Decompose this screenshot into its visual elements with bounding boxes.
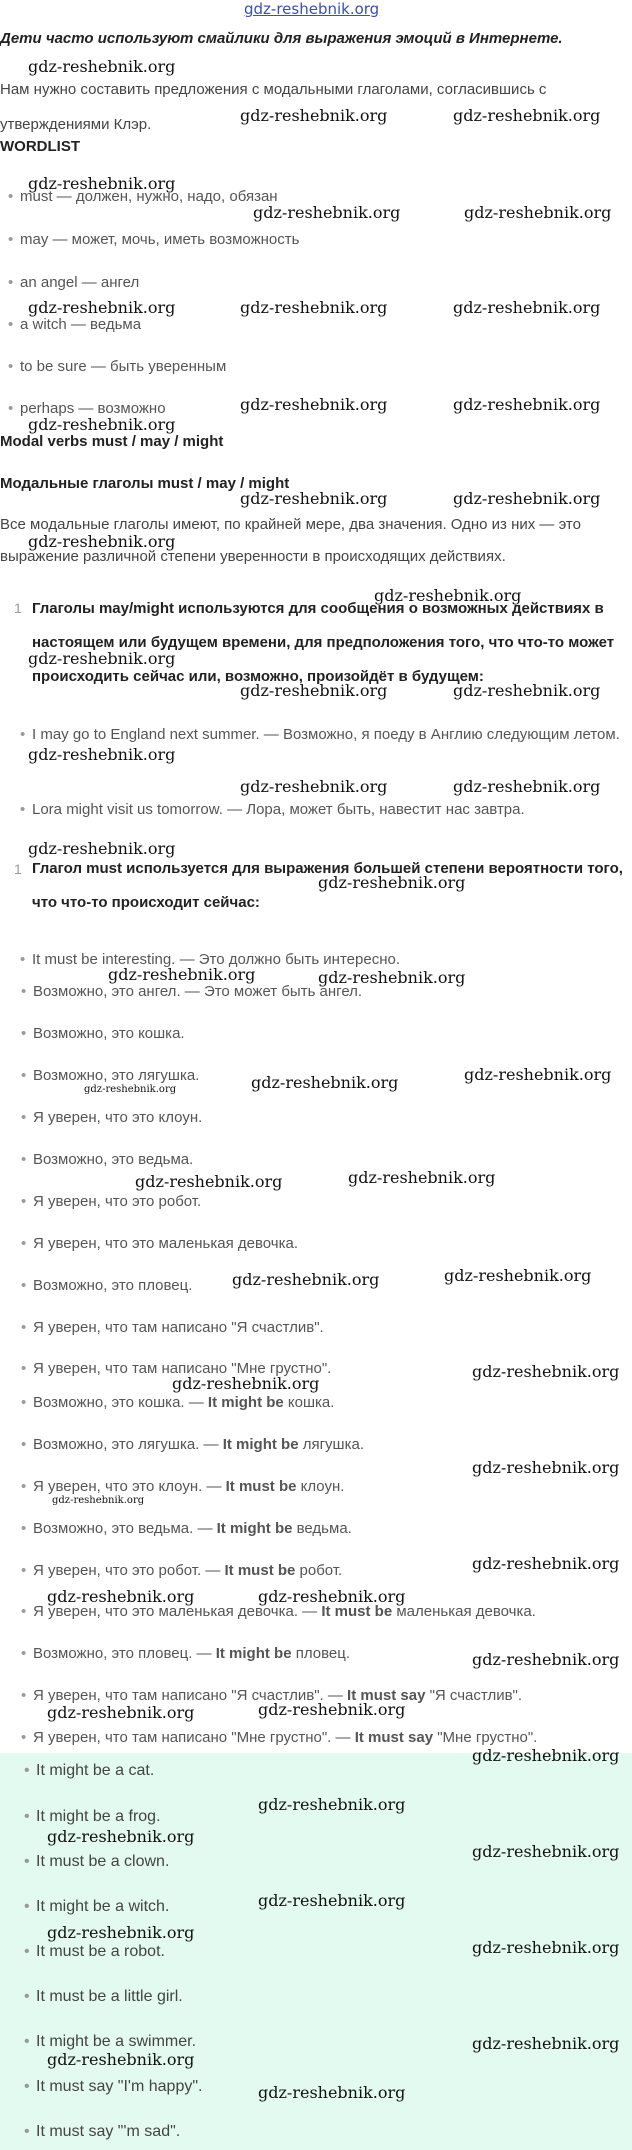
statement-item: • Возможно, это ведьма. — [33, 1151, 193, 1168]
watermark: gdz-reshebnik.org — [135, 1172, 283, 1191]
answer-ru-item: • Возможно, это кошка. — It might be кошка. — [33, 1394, 334, 1411]
watermark: gdz-reshebnik.org — [464, 203, 612, 222]
rule-example: • It must be interesting. — Это должно быть интересно. — [32, 948, 630, 972]
theory-title: Modal verbs must / may / might — [0, 433, 224, 450]
watermark: gdz-reshebnik.org — [318, 873, 466, 892]
watermark: gdz-reshebnik.org — [28, 298, 176, 317]
site-link[interactable]: gdz-reshebnik.org — [244, 0, 380, 18]
statement-item: • Возможно, это пловец. — [33, 1277, 192, 1294]
watermark: gdz-reshebnik.org — [472, 1554, 620, 1573]
watermark: gdz-reshebnik.org — [28, 532, 176, 551]
watermark: gdz-reshebnik.org — [253, 203, 401, 222]
answer-ru-item: • Я уверен, что это робот. — It must be робот. — [33, 1562, 342, 1579]
watermark: gdz-reshebnik.org — [28, 174, 176, 193]
statement-item: • Возможно, это кошка. — [33, 1025, 185, 1042]
task-text: Нам нужно составить предложения с модальными глаголами, согласившись с утверждениями Клэр. — [0, 81, 547, 133]
watermark: gdz-reshebnik.org — [472, 1650, 620, 1669]
statement-item: • Я уверен, что это клоун. — [33, 1109, 202, 1126]
statement-item: • Возможно, это лягушка. — [33, 1067, 199, 1084]
wordlist-item: • must — должен, нужно, надо, обязан — [20, 188, 278, 205]
watermark: gdz-reshebnik.org — [240, 395, 388, 414]
watermark: gdz-reshebnik.org — [472, 1458, 620, 1477]
wordlist-item: • a witch — ведьма — [20, 316, 141, 333]
wordlist-item: • may — может, мочь, иметь возможность — [20, 231, 299, 248]
watermark: gdz-reshebnik.org — [258, 1795, 406, 1814]
watermark: gdz-reshebnik.org — [28, 745, 176, 764]
watermark: gdz-reshebnik.org — [240, 106, 388, 125]
watermark: gdz-reshebnik.org — [258, 2083, 406, 2102]
wordlist-item: • to be sure — быть уверенным — [20, 358, 226, 375]
watermark: gdz-reshebnik.org — [453, 395, 601, 414]
answer-en-item: • It might be a cat. — [36, 1762, 154, 1780]
watermark: gdz-reshebnik.org — [472, 2034, 620, 2053]
watermark: gdz-reshebnik.org — [240, 298, 388, 317]
watermark: gdz-reshebnik.org — [47, 1703, 195, 1722]
watermark: gdz-reshebnik.org — [172, 1374, 320, 1393]
watermark: gdz-reshebnik.org — [240, 489, 388, 508]
wordlist-item: • an angel — ангел — [20, 274, 139, 291]
watermark: gdz-reshebnik.org — [258, 1891, 406, 1910]
rule-example: • I may go to England next summer. — Возможно, я поеду в Англию следующим летом. — [32, 723, 630, 747]
statement-item: • Я уверен, что там написано "Я счастлив". — [33, 1319, 324, 1336]
answer-ru-item: • Возможно, это ведьма. — It might be ведьма. — [33, 1520, 352, 1537]
answer-en-item: • It might be a swimmer. — [36, 2033, 196, 2051]
watermark: gdz-reshebnik.org — [453, 777, 601, 796]
rule-text: Глаголы may/might используются для сообщения о возможных действиях в настоящем или будущем времени, для предположения того, что что-то может происходить сейчас или, возможно, произойдёт в будущем: — [32, 600, 615, 685]
watermark: gdz-reshebnik.org — [464, 1065, 612, 1084]
watermark: gdz-reshebnik.org — [472, 1842, 620, 1861]
watermark: gdz-reshebnik.org — [453, 489, 601, 508]
answer-en-item: • It must be a little girl. — [36, 1988, 183, 2006]
watermark: gdz-reshebnik.org — [28, 839, 176, 858]
watermark: gdz-reshebnik.org — [47, 2050, 195, 2069]
watermark: gdz-reshebnik.org — [258, 1587, 406, 1606]
answer-en-item: • It might be a witch. — [36, 1898, 169, 1916]
statement-item: • Я уверен, что это маленькая девочка. — [33, 1235, 298, 1252]
answer-ru-item: • Возможно, это лягушка. — It might be лягушка. — [33, 1436, 364, 1453]
answer-ru-item: • Возможно, это пловец. — It might be пловец. — [33, 1645, 350, 1662]
answer-en-item: • It must say "I'm happy". — [36, 2078, 202, 2096]
rule-text: Глагол must используется для выражения большей степени вероятности того, что что-то происходит сейчас: — [32, 860, 623, 911]
rule-number: 1 — [14, 600, 22, 616]
watermark: gdz-reshebnik.org — [240, 681, 388, 700]
statement-item: • Возможно, это ангел. — Это может быть ангел. — [33, 983, 362, 1000]
answer-ru-item: • Я уверен, что это маленькая девочка. — It must be маленькая девочка. — [33, 1603, 536, 1620]
watermark: gdz-reshebnik.org — [453, 298, 601, 317]
watermark: gdz-reshebnik.org — [232, 1270, 380, 1289]
watermark: gdz-reshebnik.org — [84, 1084, 177, 1095]
watermark: gdz-reshebnik.org — [108, 965, 256, 984]
watermark: gdz-reshebnik.org — [472, 1362, 620, 1381]
watermark: gdz-reshebnik.org — [47, 1587, 195, 1606]
watermark: gdz-reshebnik.org — [28, 57, 176, 76]
watermark: gdz-reshebnik.org — [28, 649, 176, 668]
watermark: gdz-reshebnik.org — [318, 968, 466, 987]
watermark: gdz-reshebnik.org — [374, 586, 522, 605]
theory-intro: Все модальные глаголы имеют, по крайней мере, два значения. Одно из них — это выражение различной степени уверенности в происходящих действиях. — [0, 516, 581, 565]
watermark: gdz-reshebnik.org — [453, 681, 601, 700]
answer-en-item: • It must say "'m sad". — [36, 2123, 180, 2141]
rule-example: • Lora might visit us tomorrow. — Лора, может быть, навестит нас завтра. — [32, 798, 630, 822]
answer-en-item: • It must be a clown. — [36, 1853, 169, 1871]
watermark: gdz-reshebnik.org — [52, 1495, 145, 1506]
statement-item: • Я уверен, что там написано "Мне грустно". — [33, 1360, 331, 1377]
answer-en-item: • It might be a frog. — [36, 1808, 161, 1826]
watermark: gdz-reshebnik.org — [28, 415, 176, 434]
answer-ru-item: • Я уверен, что это клоун. — It must be клоун. — [33, 1478, 344, 1495]
wordlist-item: • perhaps — возможно — [20, 400, 166, 417]
wordlist-title: WORDLIST — [0, 138, 80, 155]
watermark: gdz-reshebnik.org — [444, 1266, 592, 1285]
intro-text: Дети часто используют смайлики для выражения эмоций в Интернете. — [0, 30, 563, 47]
watermark: gdz-reshebnik.org — [472, 1746, 620, 1765]
statement-item: • Я уверен, что это робот. — [33, 1193, 201, 1210]
watermark: gdz-reshebnik.org — [47, 1923, 195, 1942]
watermark: gdz-reshebnik.org — [240, 777, 388, 796]
answer-ru-item: • Я уверен, что там написано "Я счастлив". — It must say "Я счастлив". — [33, 1687, 522, 1704]
watermark: gdz-reshebnik.org — [251, 1073, 399, 1092]
watermark: gdz-reshebnik.org — [472, 1938, 620, 1957]
watermark: gdz-reshebnik.org — [348, 1168, 496, 1187]
rule-number: 1 — [14, 861, 22, 877]
watermark: gdz-reshebnik.org — [258, 1700, 406, 1719]
watermark: gdz-reshebnik.org — [47, 1827, 195, 1846]
answer-ru-item: • Я уверен, что там написано "Мне грустно". — It must say "Мне грустно". — [33, 1729, 537, 1746]
answer-en-item: • It must be a robot. — [36, 1943, 165, 1961]
watermark: gdz-reshebnik.org — [453, 106, 601, 125]
theory-subtitle: Модальные глаголы must / may / might — [0, 475, 290, 492]
